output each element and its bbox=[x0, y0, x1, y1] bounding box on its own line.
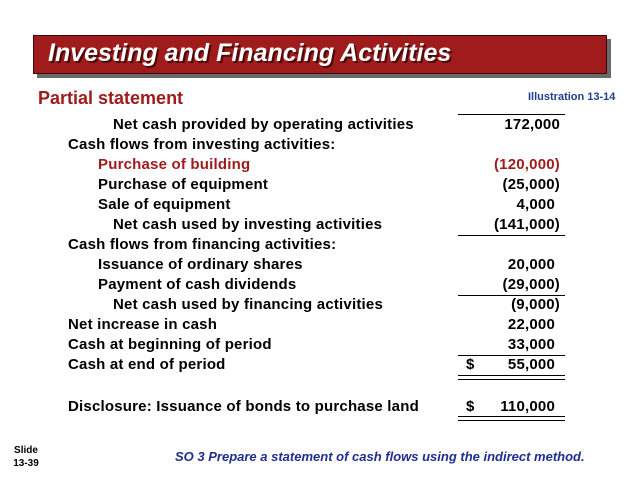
row-label: Issuance of ordinary shares bbox=[98, 256, 303, 273]
row-label: Net cash used by investing activities bbox=[113, 216, 383, 233]
disclosure-value: 110,000 bbox=[500, 398, 555, 415]
rule-line bbox=[458, 114, 565, 115]
study-objective-footer: SO 3 Prepare a statement of cash flows using the indirect method. bbox=[175, 449, 585, 464]
row-label: Purchase of equipment bbox=[98, 176, 269, 193]
row-label: Payment of cash dividends bbox=[98, 276, 297, 293]
row-label: Sale of equipment bbox=[98, 196, 231, 213]
slide-number: 13-39 bbox=[13, 458, 39, 469]
row-label: Purchase of building bbox=[98, 156, 251, 173]
row-value: 33,000 bbox=[507, 336, 555, 353]
row-label: Net cash provided by operating activities bbox=[113, 116, 414, 133]
row-value: (120,000) bbox=[493, 156, 560, 173]
row-value: 4,000 bbox=[516, 196, 555, 213]
row-value: (9,000) bbox=[511, 296, 560, 313]
row-label: Cash flows from financing activities: bbox=[68, 236, 337, 253]
currency-symbol: $ bbox=[466, 398, 475, 415]
row-label: Net increase in cash bbox=[68, 316, 218, 333]
row-value: (141,000) bbox=[493, 216, 560, 233]
row-label: Net cash used by financing activities bbox=[113, 296, 383, 313]
slide-title: Investing and Financing Activities bbox=[48, 39, 452, 67]
rule-line bbox=[458, 295, 565, 296]
row-label: Cash flows from investing activities: bbox=[68, 136, 336, 153]
illustration-reference: Illustration 13-14 bbox=[528, 91, 616, 103]
currency-symbol: $ bbox=[466, 356, 475, 373]
row-value: (25,000) bbox=[502, 176, 560, 193]
row-value: 22,000 bbox=[507, 316, 555, 333]
row-value: 20,000 bbox=[507, 256, 555, 273]
row-value: (29,000) bbox=[502, 276, 560, 293]
slide-label-text: Slide bbox=[14, 445, 38, 456]
rule-line bbox=[458, 355, 565, 356]
double-rule-line bbox=[458, 416, 565, 421]
title-banner bbox=[33, 35, 607, 74]
rule-line bbox=[458, 235, 565, 236]
row-label: Cash at end of period bbox=[68, 356, 226, 373]
disclosure-label: Disclosure: Issuance of bonds to purchase land bbox=[68, 398, 419, 415]
double-rule-line bbox=[458, 375, 565, 380]
row-value: 172,000 bbox=[504, 116, 560, 133]
row-label: Cash at beginning of period bbox=[68, 336, 272, 353]
row-value: 55,000 bbox=[507, 356, 555, 373]
slide-number-label bbox=[8, 444, 44, 470]
partial-statement-heading: Partial statement bbox=[38, 88, 184, 108]
